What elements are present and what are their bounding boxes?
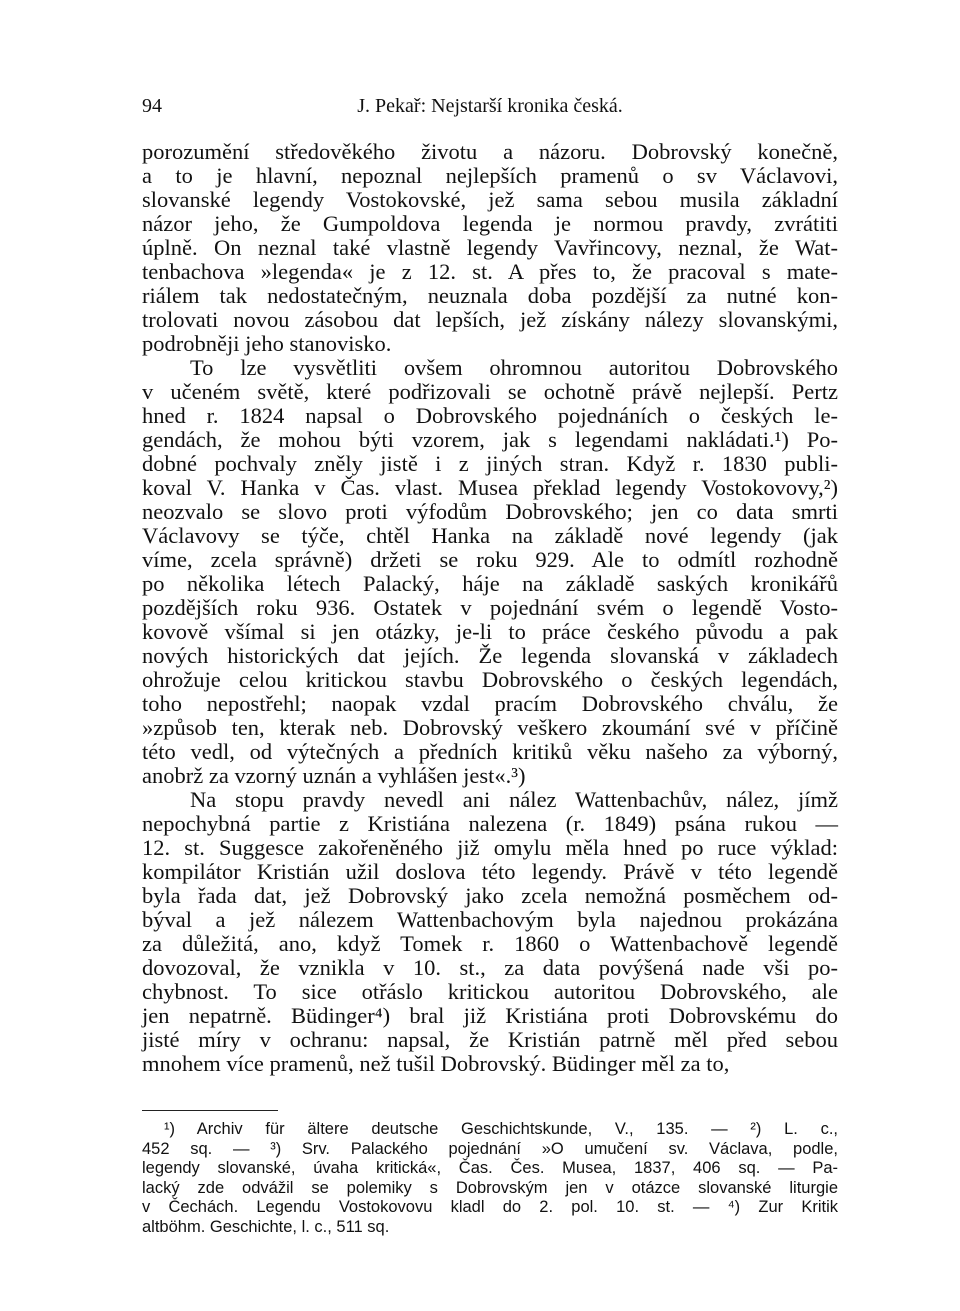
text-line: dobné pochvaly zněly jistě i z jiných stran. Když r. 1830 publi- — [142, 451, 838, 476]
text-line: 12. st. Suggesce zakořeněného již omylu měla hned po ruce výklad: — [142, 835, 838, 860]
footnote-line: v Čechách. Legendu Vostokovovu kladl do 2. pol. 10. st. — ⁴) Zur Kritik — [142, 1198, 838, 1216]
footnote-separator — [142, 1110, 278, 1111]
running-title: J. Pekař: Nejstarší kronika česká. — [357, 95, 623, 117]
text-line: gendách, že mohou býti vzorem, jak s legendami nakládati.¹) Po- — [142, 427, 838, 452]
text-line: nových historických dat jejích. Že legenda slovanská v základech — [142, 643, 838, 668]
text-line: kompilátor Kristián užil doslova této legendy. Právě v této legendě — [142, 859, 838, 884]
text-line: toho nepostřehl; naopak vzdal pracím Dobrovského chválu, že — [142, 691, 838, 716]
text-line: mnohem více pramenů, než tušil Dobrovský. Büdinger měl za to, — [142, 1051, 730, 1076]
text-line: úplně. On neznal také vlastně legendy Vavřincovy, neznal, že Wat- — [142, 235, 838, 260]
footnote-line: lacký zde odvážil se polemiky s Dobrovským jen v otázce slovanské liturgie — [142, 1178, 838, 1197]
text-line: koval V. Hanka v Čas. vlast. Musea překlad legendy Vostokovovy,²) — [142, 475, 838, 500]
text-line: jen nepatrně. Büdinger⁴) bral již Kristiána proti Dobrovskému do — [142, 1003, 838, 1028]
text-line: pozdějších roku 936. Ostatek v pojednání svém o legendě Vosto- — [142, 595, 838, 620]
text-line: To lze vysvětliti ovšem ohromnou autoritou Dobrovského — [190, 355, 838, 380]
footnote-line: legendy slovanské, úvaha kritická«, Čas. Čes. Musea, 1837, 406 sq. — Pa- — [142, 1159, 838, 1177]
text-line: tenbachova »legenda« je z 12. st. A přes to, že pracoval s mate- — [142, 259, 838, 284]
text-line: kovově všímal si jen otázky, je-li to práce českého původu a pak — [142, 619, 838, 644]
text-line: slovanské legendy Vostokovské, jež sama sebou musila základní — [142, 187, 838, 212]
text-line: víme, zcela správně) držeti se roku 929. Ale to odmítl rozhodně — [142, 547, 838, 572]
text-line: riálem tak nedostatečným, neuznala doba pozdější za nutné kon- — [142, 283, 838, 308]
text-line: porozumění středověkého životu a názoru. Dobrovský konečně, — [142, 139, 838, 164]
footnote-line: 452 sq. — ³) Srv. Palackého pojednání »O umučení sv. Václava, podle, — [142, 1139, 838, 1158]
text-line: v učeném světě, které podřizovali se ochotně právě nejlepší. Pertz — [142, 379, 838, 404]
footnote-line: altböhm. Geschichte, l. c., 511 sq. — [142, 1217, 390, 1236]
text-line: trolovati novou zásobou dat lepších, jež získány nálezy slovanskými, — [142, 307, 838, 332]
page-number: 94 — [142, 95, 162, 117]
body-text — [142, 140, 838, 1076]
text-line: anobrž za vzorný uznán a vyhlášen jest«.³) — [142, 763, 526, 788]
footnote-line: ¹) Archiv für ältere deutsche Geschichtskunde, V., 135. — ²) L. c., — [164, 1120, 838, 1138]
text-line: a to je hlavní, nepoznal nejlepších pramenů o sv Václavovi, — [142, 163, 838, 188]
text-line: podrobněji jeho stanovisko. — [142, 331, 392, 356]
text-line: za důležitá, ano, když Tomek r. 1860 o Wattenbachově legendě — [142, 931, 838, 956]
text-line: po několika létech Palacký, háje na základě saských kronikářů — [142, 571, 838, 596]
text-line: neozvalo se slovo proti výfodům Dobrovského; jen co data smrti — [142, 499, 838, 524]
text-line: nepochybná partie z Kristiána nalezena (r. 1849) psána rukou — — [142, 811, 838, 836]
text-line: této vedl, od výtečných a předních kritiků věku našeho za výborný, — [142, 739, 838, 764]
text-line: byla řada dat, jež Dobrovský jako zcela nemožná posměchem od- — [142, 883, 838, 908]
text-line: ohrožuje celou kritickou stavbu Dobrovského o českých legendách, — [142, 667, 838, 692]
text-line: jisté míry v ochranu: napsal, že Kristián patrně měl před sebou — [142, 1027, 838, 1052]
text-line: chybnost. To sice otřáslo kritickou autoritou Dobrovského, ale — [142, 979, 838, 1004]
footnotes — [142, 1120, 838, 1237]
text-line: Na stopu pravdy nevedl ani nález Wattenbachův, nález, jímž — [190, 787, 838, 812]
text-line: názor jeho, že Gumpoldova legenda je normou pravdy, zvrátiti — [142, 211, 838, 236]
text-line: Václavovy se týče, chtěl Hanka na základě nové legendy (jak — [142, 523, 838, 548]
text-line: dovozoval, že vznikla v 10. st., za data povýšená nade vši po- — [142, 955, 838, 980]
text-line: »způsob ten, kterak neb. Dobrovský veškero zkoumání své v příčině — [142, 715, 838, 740]
text-line: hned r. 1824 napsal o Dobrovského pojednáních o českých le- — [142, 403, 838, 428]
text-line: býval a jež nálezem Wattenbachovým byla najednou prokázána — [142, 907, 838, 932]
